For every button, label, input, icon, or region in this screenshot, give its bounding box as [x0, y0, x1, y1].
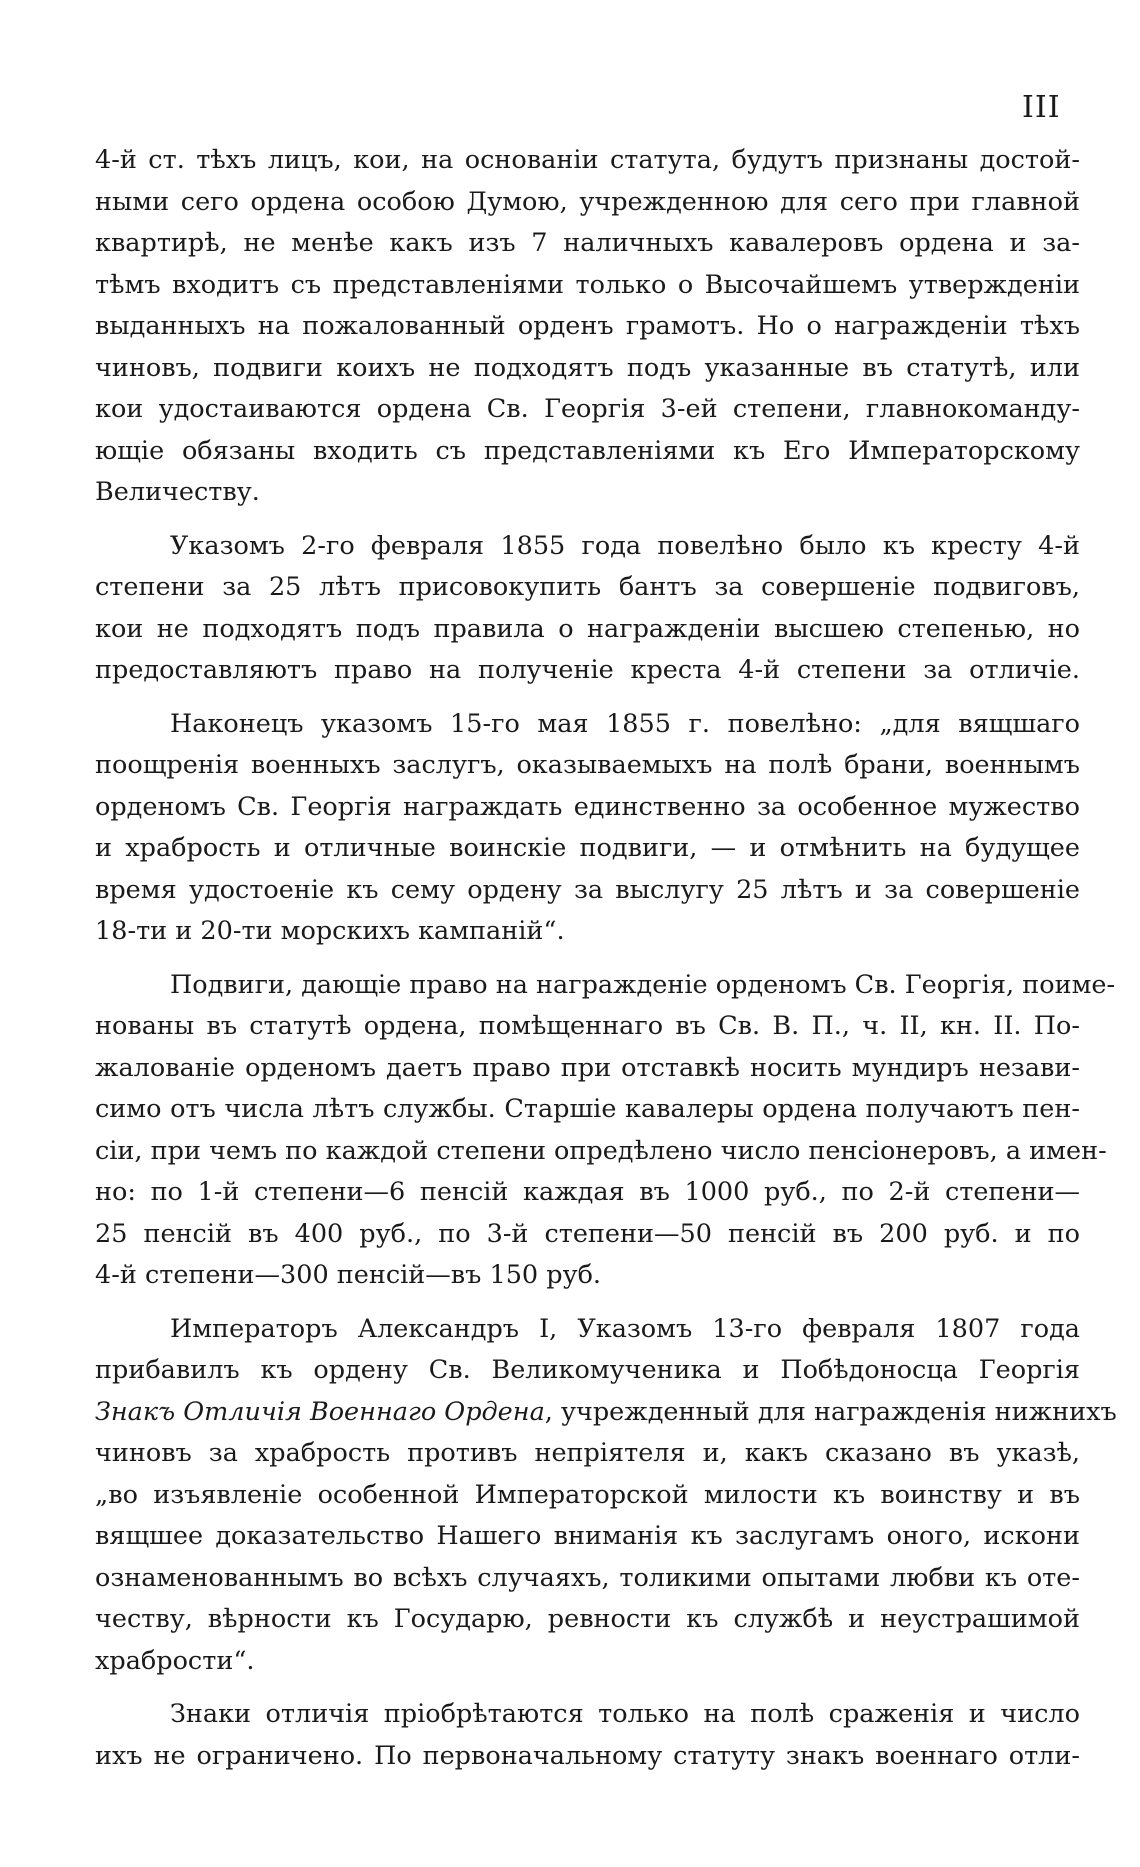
page-number: III [1022, 90, 1061, 125]
text-line: квартирѣ, не менѣе какъ изъ 7 наличныхъ кавалеровъ ордена и за- [95, 228, 1080, 258]
text-line: 25 пенсій въ 400 руб., по 3-й степени—50 пенсій въ 200 руб. и по [95, 1218, 1080, 1249]
text-line: жалованіе орденомъ даетъ право при отставкѣ носить мундиръ незави- [95, 1052, 1080, 1083]
paragraph-1 [95, 140, 1080, 514]
text-line: чиновъ, подвиги коихъ не подходятъ подъ указанные въ статутѣ, или [95, 352, 1080, 383]
text-line: 18-ти и 20-ти морскихъ кампаній“. [95, 916, 565, 946]
text-line: кои удостаиваются ордена Св. Георгія 3-ей степени, главнокоманду- [95, 394, 1080, 424]
text-line: „во изъявленіе особенной Императорской милости къ воинству и въ [95, 1479, 1080, 1510]
text-line: степени за 25 лѣтъ присовокупить бантъ за совершеніе подвиговъ, [95, 572, 1080, 602]
text-line: выданныхъ на пожалованный орденъ грамотъ. Но о награжденіи тѣхъ [95, 311, 1080, 341]
paragraph-6 [95, 1694, 1080, 1777]
paragraph-3 [95, 704, 1080, 953]
text-line: честву, вѣрности къ Государю, ревности къ службѣ и неустрашимой [95, 1604, 1080, 1634]
text-line: ными сего ордена особою Думою, учрежденною для сего при главной [95, 186, 1080, 217]
text-line: сіи, при чемъ по каждой степени опредѣлено число пенсіонеровъ, а имен- [95, 1135, 1107, 1166]
text-line: поощренія военныхъ заслугъ, оказываемыхъ на полѣ брани, военнымъ [95, 750, 1080, 780]
text-line: кои не подходятъ подъ правила о награжденіи высшею степенью, но [95, 613, 1080, 644]
text-line: Указомъ 2-го февраля 1855 года повелѣно было къ кресту 4-й [170, 530, 1080, 561]
text-line: Наконецъ указомъ 15-го мая 1855 г. повелѣно: „для вящшаго [170, 708, 1080, 739]
paragraph-2 [95, 526, 1080, 692]
text-line: Императоръ Александръ I, Указомъ 13-го февраля 1807 года [170, 1313, 1080, 1344]
text-line: тѣмъ входитъ съ представленіями только о Высочайшемъ утвержденіи [95, 269, 1080, 300]
text-line: 4-й степени—300 пенсій—въ 150 руб. [95, 1260, 602, 1290]
text-line: время удостоеніе къ сему ордену за выслугу 25 лѣтъ и за совершеніе [95, 874, 1080, 905]
text-line: предоставляютъ право на полученіе креста 4-й степени за отличіе. [95, 655, 1080, 685]
text-line: ющіе обязаны входить съ представленіями къ Его Императорскому [95, 435, 1080, 466]
text-line: ознаменованнымъ во всѣхъ случаяхъ, толикими опытами любви къ оте- [95, 1562, 1080, 1593]
text-line: Величеству. [95, 477, 260, 507]
page-body [95, 140, 1117, 1789]
text-line: 4-й ст. тѣхъ лицъ, кои, на основаніи статута, будутъ признаны достой- [95, 145, 1080, 175]
line-remainder: , учрежденный для награжденія нижнихъ [544, 1396, 1117, 1427]
text-line: Знаки отличія пріобрѣтаются только на полѣ сраженія и число [170, 1699, 1080, 1729]
text-line: но: по 1-й степени—6 пенсій каждая въ 1000 руб., по 2-й степени— [95, 1177, 1080, 1207]
text-line: симо отъ числа лѣтъ службы. Старшіе кавалеры ордена получаютъ пен- [95, 1094, 1080, 1124]
text-line: ихъ не ограничено. По первоначальному статуту знакъ военнаго отли- [95, 1740, 1080, 1771]
text-line: прибавилъ къ ордену Св. Великомученика и Побѣдоносца Георгія [95, 1355, 1080, 1385]
paragraph-5 [95, 1309, 1117, 1683]
paragraph-4 [95, 965, 1116, 1297]
italic-phrase: Знакъ Отличія Военнаго Ордена [95, 1396, 545, 1427]
text-line: Подвиги, дающіе право на награжденіе орденомъ Св. Георгія, поимe- [170, 969, 1116, 1000]
text-line: чиновъ за храбрость противъ непріятеля и, какъ сказано въ указѣ, [95, 1438, 1080, 1468]
text-line: вящшее доказательство Нашего вниманія къ заслугамъ оного, искони [95, 1521, 1080, 1551]
text-line: храбрости“. [95, 1645, 255, 1676]
text-line: орденомъ Св. Георгія награждать единственно за особенное мужество [95, 791, 1080, 822]
text-line: нованы въ статутѣ ордена, помѣщеннаго въ Св. В. П., ч. II, кн. II. По- [95, 1011, 1080, 1041]
text-line: и храбрость и отличные воинскіе подвиги, — и отмѣнить на будущее [95, 833, 1080, 863]
text-line-with-italic [95, 1392, 1117, 1434]
